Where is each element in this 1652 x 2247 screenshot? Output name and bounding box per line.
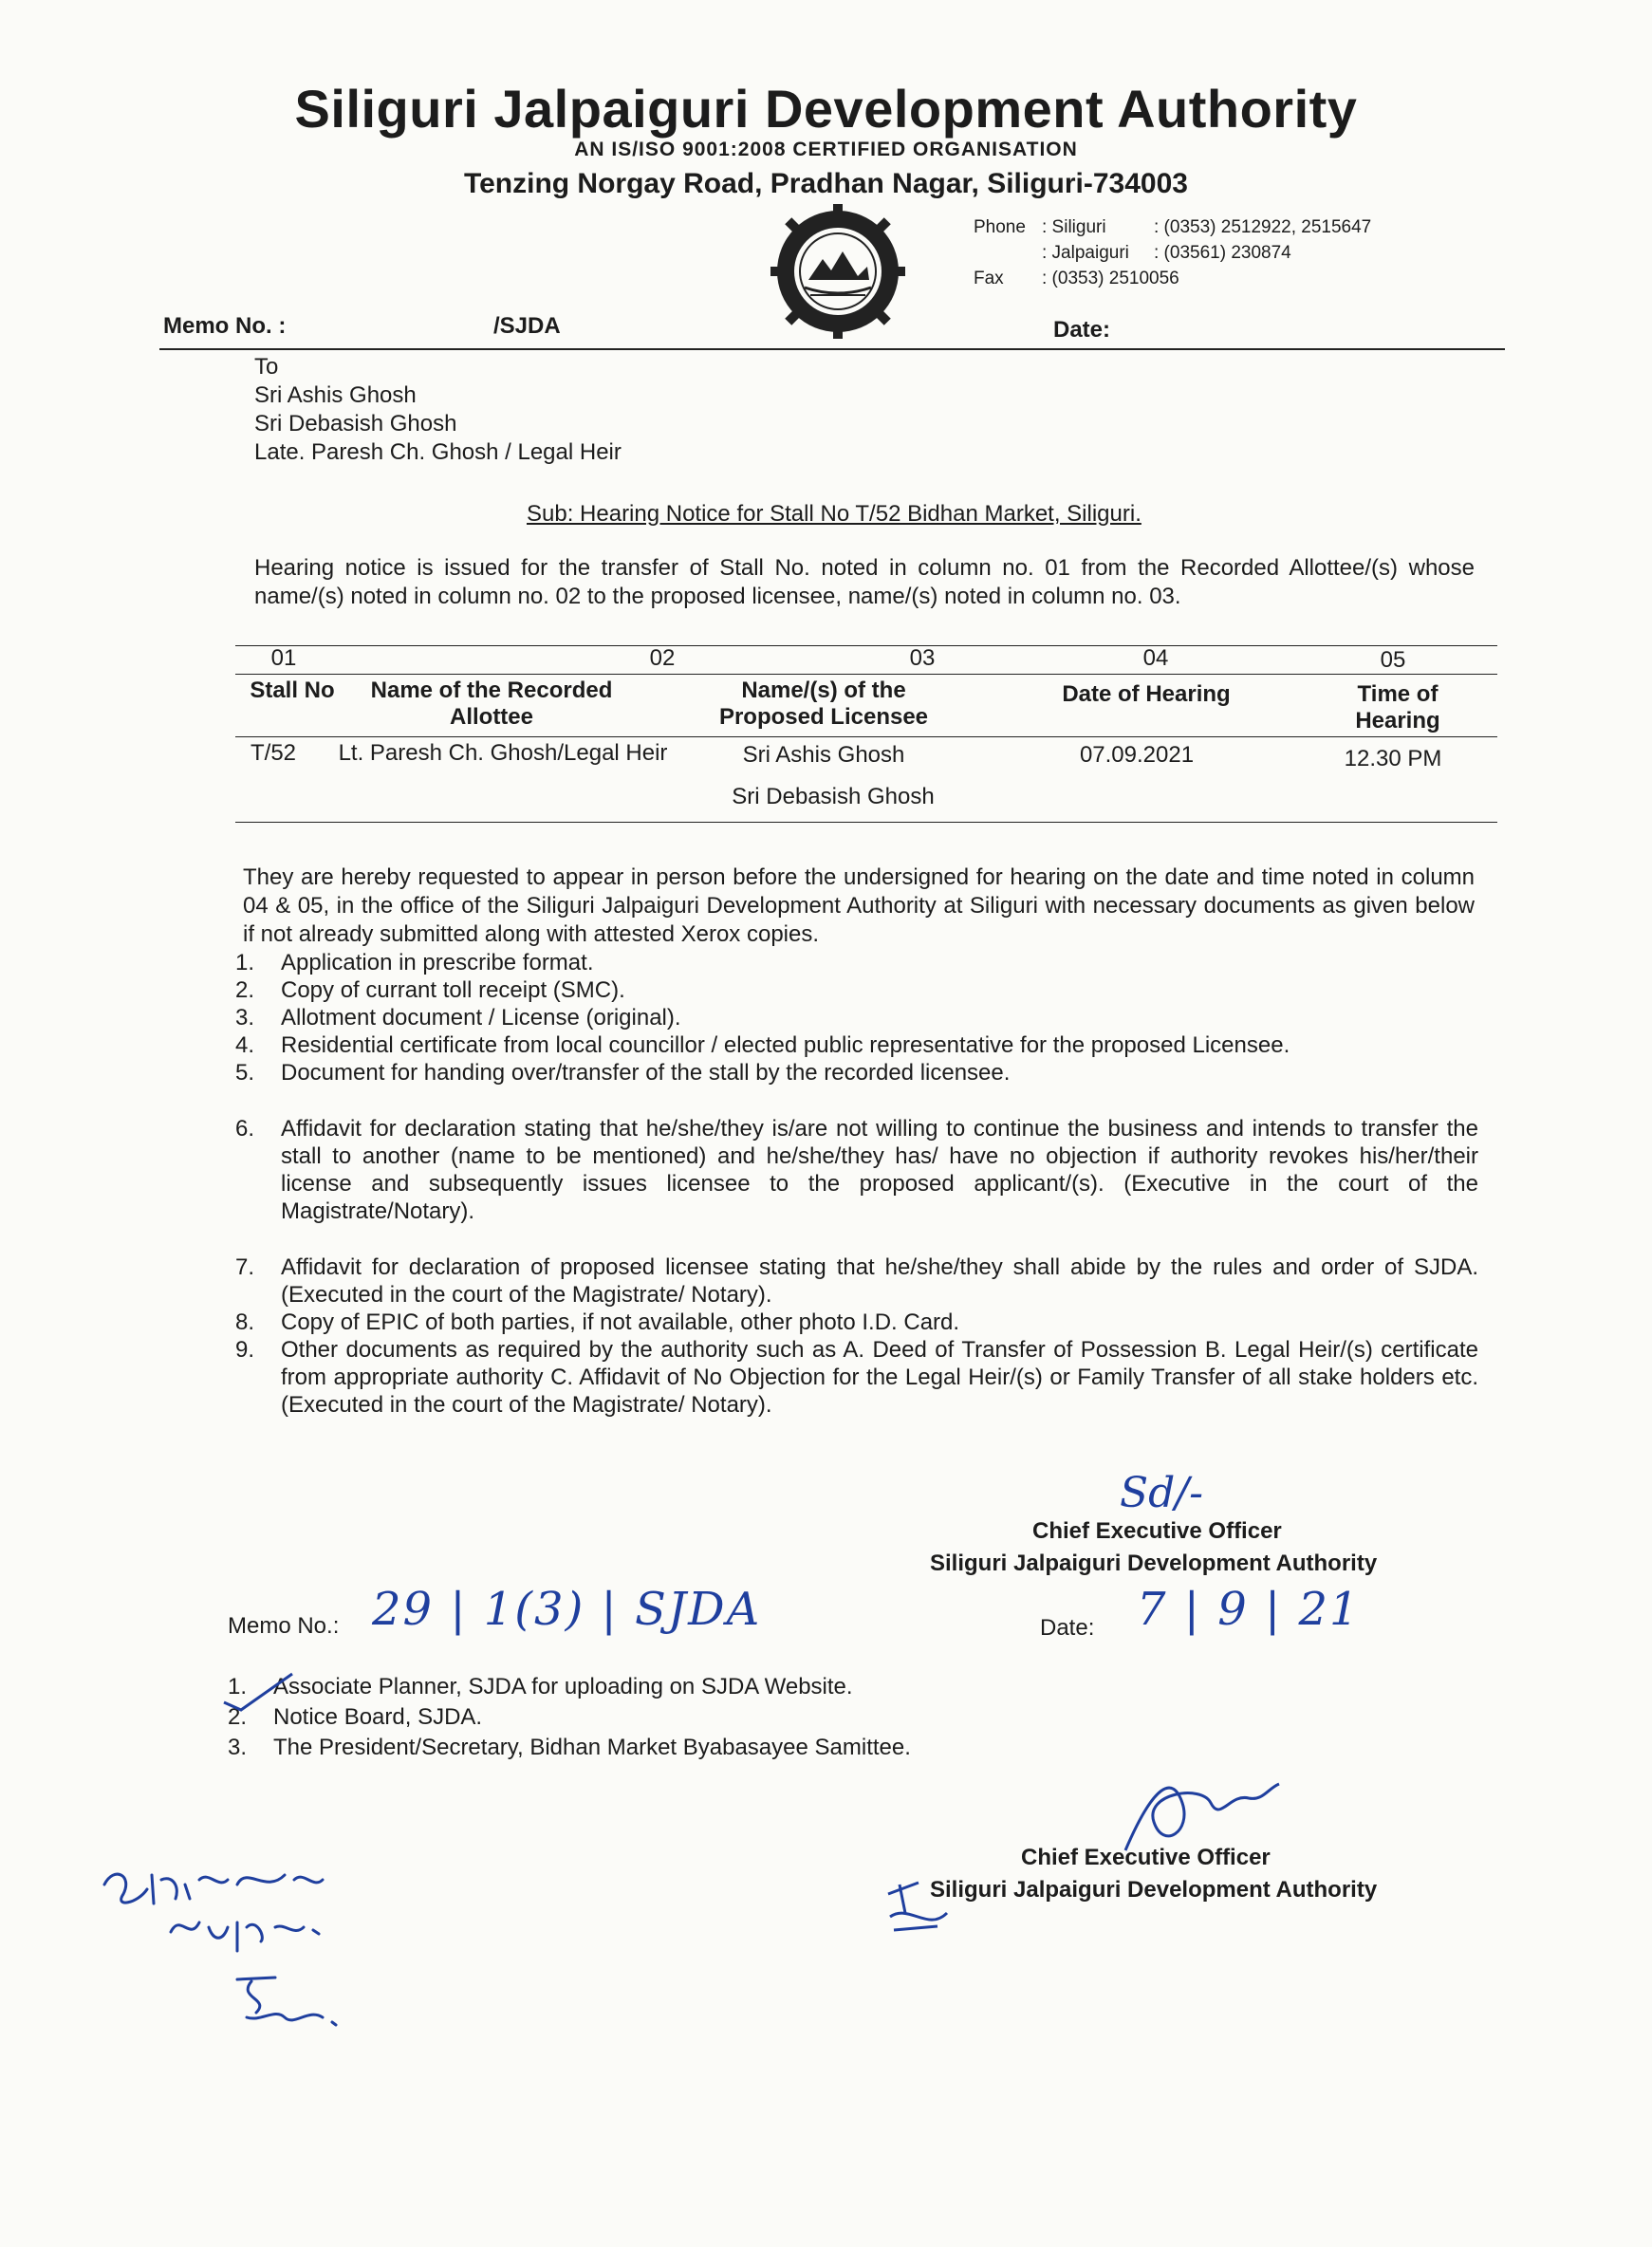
header-proposed-licensee: Name/(s) of the Proposed Licensee [718, 678, 929, 730]
fax-label: Fax [974, 269, 1004, 288]
list-item: 1. Associate Planner, SJDA for uploading on SJDA Website. [228, 1674, 853, 1699]
initial-scribble-icon [881, 1875, 956, 1941]
list-item: 3. Allotment document / License (original). [235, 1005, 681, 1031]
header-recorded-allottee: Name of the Recorded Allottee [370, 678, 613, 730]
list-item: 5. Document for handing over/transfer of the stall by the recorded licensee. [235, 1060, 1011, 1086]
list-item: 3. The President/Secretary, Bidhan Market Byabasayee Samittee. [228, 1735, 911, 1760]
org-title: Siliguri Jalpaiguri Development Authority [294, 79, 1358, 139]
table-rule [235, 736, 1497, 737]
list-item: 7. Affidavit for declaration of proposed licensee stating that he/she/they shall abide by the rules and order of SJDA. (Executed in the court of the Magistrate/ Notary). [235, 1254, 1478, 1308]
handwritten-signature: Sd/- [1120, 1469, 1203, 1517]
fax-number: : (0353) 2510056 [1042, 269, 1179, 288]
header-time-of-hearing: Time of Hearing [1355, 681, 1440, 734]
phone-siliguri: : (0353) 2512922, 2515647 [1154, 217, 1372, 237]
list-item: 1. Application in prescribe format. [235, 950, 594, 975]
cell-licensee: Sri Debasish Ghosh [732, 784, 935, 809]
list-item: 8. Copy of EPIC of both parties, if not available, other photo I.D. Card. [235, 1309, 960, 1335]
to-label: To [254, 354, 279, 380]
cell-allottee: Lt. Paresh Ch. Ghosh/Legal Heir [338, 740, 668, 766]
contact-details [974, 214, 1371, 291]
date-handwritten: 7 | 9 | 21 [1137, 1583, 1361, 1636]
phone-label: Phone [974, 217, 1026, 237]
subject-line: Sub: Hearing Notice for Stall No T/52 Bidhan Market, Siliguri. [527, 501, 1142, 527]
col-number: 05 [1380, 647, 1406, 673]
date-label-2: Date: [1040, 1615, 1095, 1641]
list-item: 2. Notice Board, SJDA. [228, 1704, 483, 1730]
recipient-block [254, 353, 622, 467]
phone-jalpaiguri: : (03561) 230874 [1154, 243, 1291, 263]
col-number: 02 [649, 645, 676, 671]
phone-jalpaiguri-location: : Jalpaiguri [1042, 243, 1129, 263]
org-address: Tenzing Norgay Road, Pradhan Nagar, Siliguri-734003 [464, 168, 1188, 199]
list-item: 4. Residential certificate from local councillor / elected public representative for the proposed Licensee. [235, 1032, 1290, 1058]
cell-date: 07.09.2021 [1079, 742, 1195, 768]
memo-number-handwritten: 29 | 1(3) | SJDA [372, 1583, 762, 1636]
memo-suffix: /SJDA [493, 313, 561, 339]
cell-licensee: Sri Ashis Ghosh [742, 742, 905, 768]
documents-list [235, 949, 1478, 1419]
date-label: Date: [1053, 317, 1111, 343]
memo-label-2: Memo No.: [228, 1613, 340, 1639]
handwritten-note-icon [95, 1856, 380, 2046]
recipient-line: Sri Ashis Ghosh [254, 382, 417, 408]
header-date-of-hearing: Date of Hearing [1062, 681, 1231, 707]
table-bottom-rule [235, 822, 1497, 823]
cell-stall: T/52 [250, 740, 297, 766]
memo-label: Memo No. : [163, 313, 287, 339]
cell-time: 12.30 PM [1344, 746, 1442, 771]
table-rule [235, 674, 1497, 675]
recipient-line: Late. Paresh Ch. Ghosh / Legal Heir [254, 439, 622, 465]
sjda-seal-logo [770, 204, 905, 339]
list-item: 9. Other documents as required by the authority such as A. Deed of Transfer of Possession B. Legal Heir/(s) certificate from appropriate authority C. Affidavit of No Objection for the Legal Heir/(s) or Family Transfer of all stake holders etc. (Executed in the court of the Magistrate/ Notary). [235, 1337, 1478, 1418]
col-number: 04 [1142, 645, 1169, 671]
header-stall-no: Stall No [250, 678, 335, 703]
tick-mark-icon [220, 1670, 296, 1712]
intro-paragraph: Hearing notice is issued for the transfer of Stall No. noted in column no. 01 from the Recorded Allottee/(s) whose name/(s) noted in column no. 02 to the proposed licensee, name/(s) noted in column no. 03. [254, 555, 1475, 609]
phone-siliguri-location: : Siliguri [1042, 217, 1106, 237]
header-divider [159, 348, 1505, 350]
col-number: 03 [909, 645, 936, 671]
signatory-org-2: Siliguri Jalpaiguri Development Authority [930, 1877, 1378, 1903]
list-item: 2. Copy of currant toll receipt (SMC). [235, 977, 625, 1003]
list-item: 6. Affidavit for declaration stating that he/she/they is/are not willing to continue the business and intends to transfer the stall to another (name to be mentioned) and he/she/they has/ have no objection if authority revokes his/her/their license and subsequently issues licensee to the proposed applicant/(s). (Executive in the court of the Magistrate/Notary). [235, 1116, 1478, 1224]
request-paragraph: They are hereby requested to appear in person before the undersigned for hearing on the date and time noted in column 04 & 05, in the office of the Siliguri Jalpaiguri Development Authority at Siliguri with necessary documents as given below if not already submitted along with attested Xerox copies. [243, 864, 1475, 947]
signatory-title-2: Chief Executive Officer [1021, 1845, 1271, 1870]
certification-line: AN IS/ISO 9001:2008 CERTIFIED ORGANISATION [574, 139, 1078, 160]
signatory-org: Siliguri Jalpaiguri Development Authority [930, 1551, 1378, 1576]
col-number: 01 [270, 645, 297, 671]
copy-to-list [228, 1672, 911, 1763]
recipient-line: Sri Debasish Ghosh [254, 411, 457, 436]
signatory-title: Chief Executive Officer [1032, 1518, 1282, 1544]
